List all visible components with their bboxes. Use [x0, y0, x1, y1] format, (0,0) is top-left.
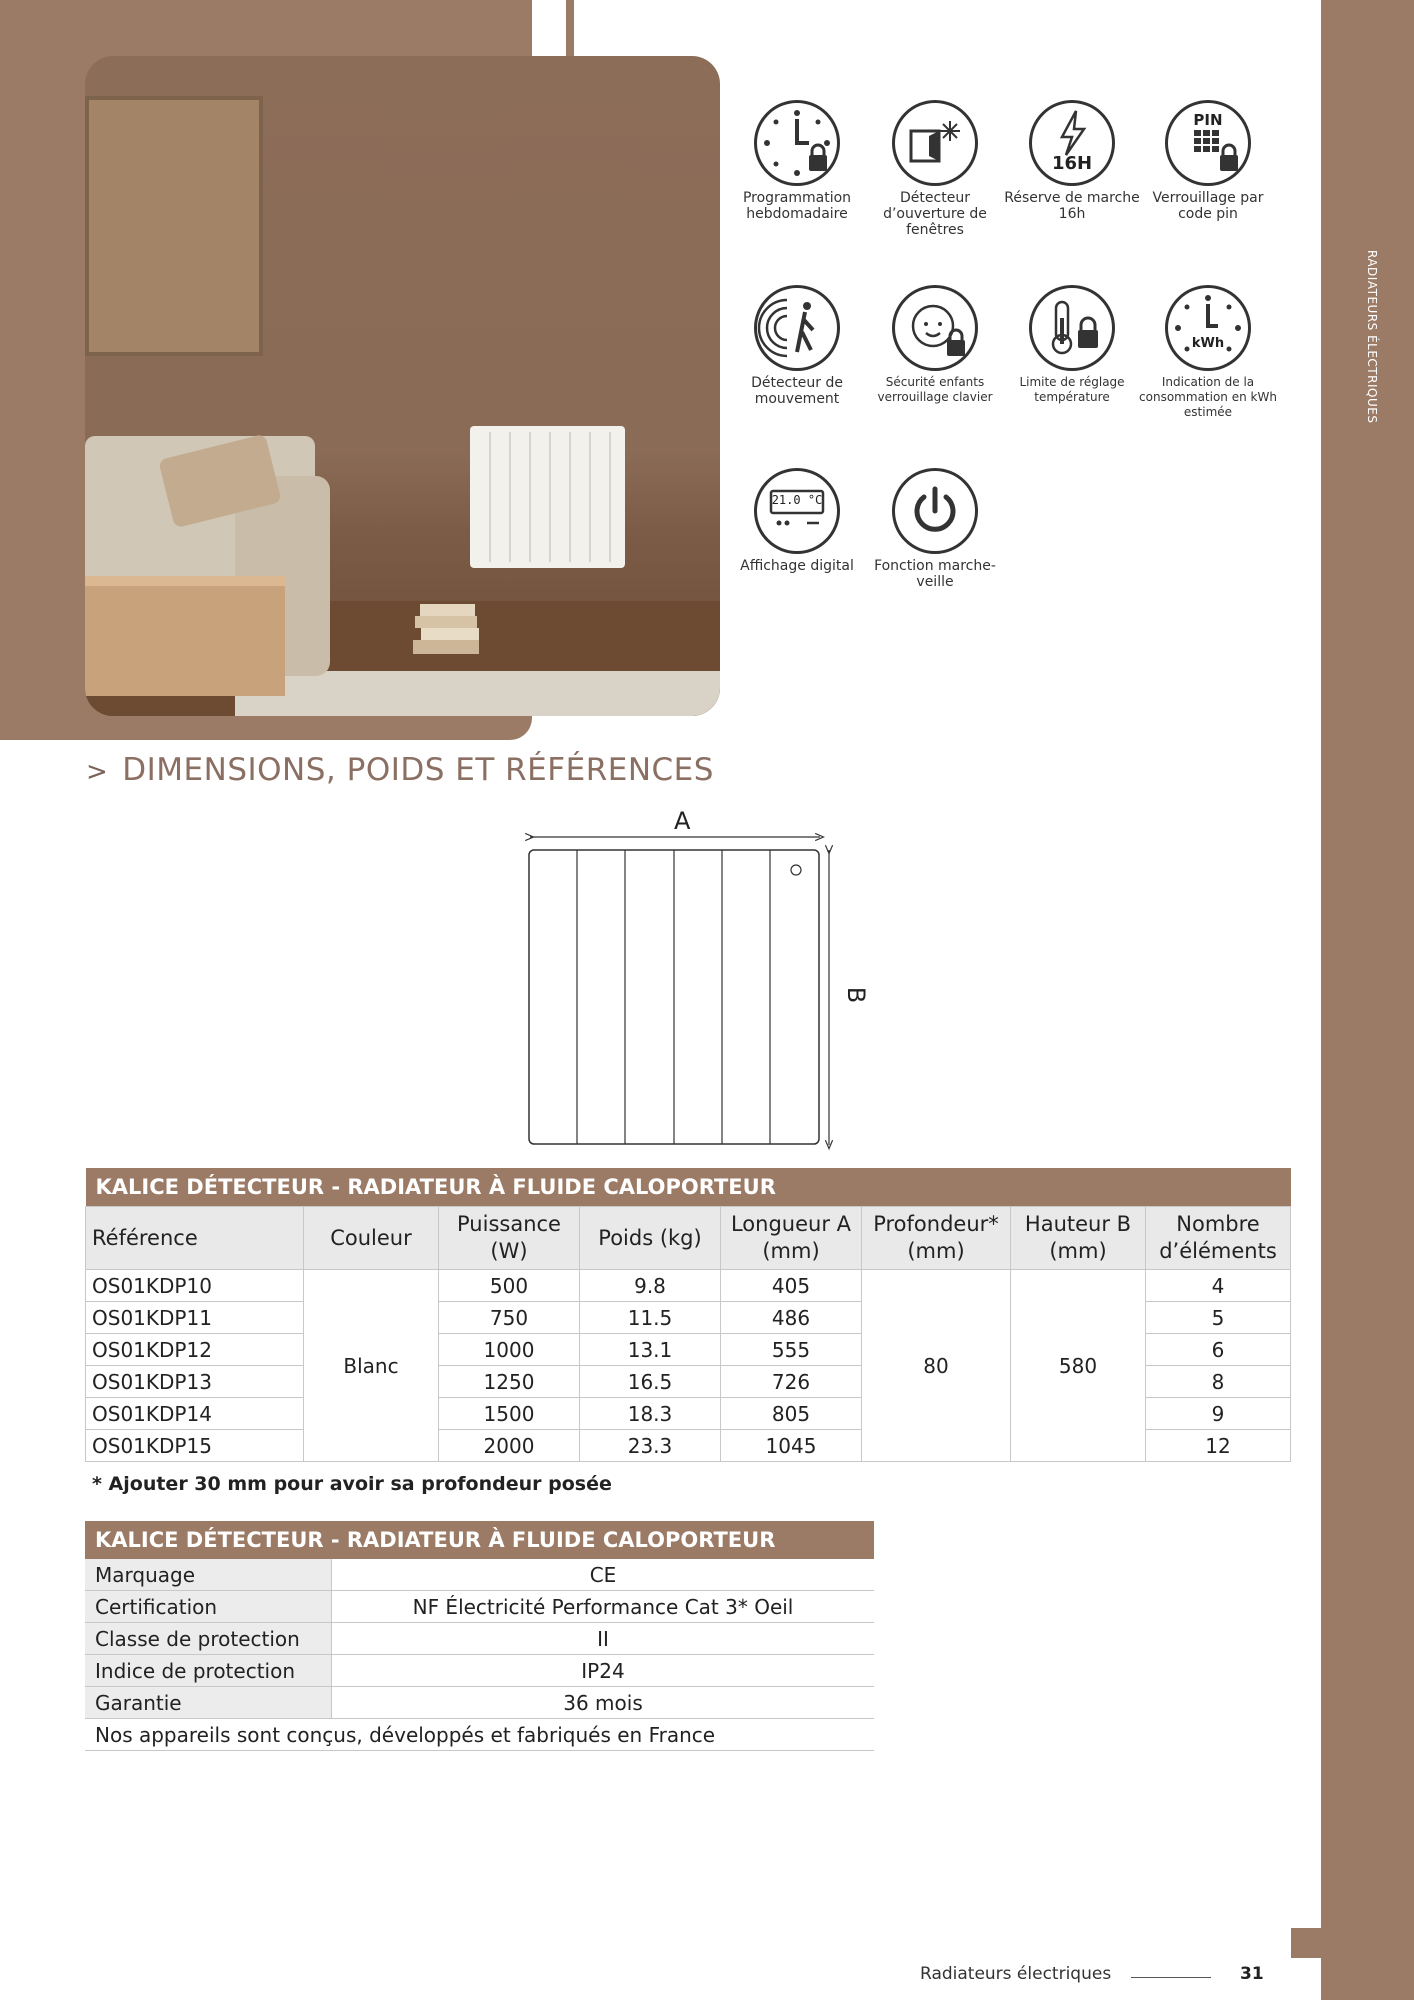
row-value: II — [332, 1623, 875, 1655]
cell-puissance: 1000 — [439, 1334, 580, 1366]
cell-elements: 4 — [1146, 1270, 1291, 1302]
cell-poids: 16.5 — [580, 1366, 721, 1398]
cell-poids: 9.8 — [580, 1270, 721, 1302]
row-value: CE — [332, 1559, 875, 1591]
column-header: Nombre d’éléments — [1146, 1207, 1291, 1270]
cell-longueur: 726 — [721, 1366, 862, 1398]
cell-reference: OS01KDP10 — [86, 1270, 304, 1302]
dimension-label-b: B — [842, 986, 871, 1004]
chevron-right-icon: > — [86, 757, 109, 787]
power-icon — [892, 468, 978, 554]
cell-poids: 18.3 — [580, 1398, 721, 1430]
info-table — [85, 1521, 874, 1751]
feature-kwh-indication — [1138, 285, 1278, 420]
table-title: KALICE DÉTECTEUR - RADIATEUR À FLUIDE CALOPORTEUR — [86, 1168, 1291, 1207]
cell-longueur: 405 — [721, 1270, 862, 1302]
feature-label: Détecteur de mouvement — [751, 375, 843, 407]
feature-label: Programmation hebdomadaire — [742, 190, 852, 222]
section-heading — [86, 752, 714, 788]
table-row — [86, 1270, 1291, 1302]
column-header: Couleur — [304, 1207, 439, 1270]
column-header: Poids (kg) — [580, 1207, 721, 1270]
cell-puissance: 750 — [439, 1302, 580, 1334]
cell-reference: OS01KDP15 — [86, 1430, 304, 1462]
icon-text: 21.0 °C — [771, 493, 823, 507]
footer-divider — [1131, 1977, 1211, 1978]
table-title-row — [85, 1521, 874, 1559]
made-in-france-note: Nos appareils sont conçus, développés et fabriqués en France — [85, 1719, 874, 1751]
feature-digital-display — [727, 468, 867, 574]
feature-label: Sécurité enfants verrouillage clavier — [877, 375, 993, 404]
table-row — [85, 1687, 874, 1719]
footer-section-name: Radiateurs électriques — [920, 1964, 1112, 1984]
feature-label: Affichage digital — [740, 558, 854, 574]
cell-poids: 13.1 — [580, 1334, 721, 1366]
table-row — [85, 1559, 874, 1591]
icon-text: kWh — [1191, 336, 1225, 351]
feature-window-detector — [865, 100, 1005, 238]
cell-poids: 23.3 — [580, 1430, 721, 1462]
cell-elements: 9 — [1146, 1398, 1291, 1430]
cell-couleur: Blanc — [304, 1270, 439, 1462]
cell-reference: OS01KDP12 — [86, 1334, 304, 1366]
feature-16h-reserve — [1002, 100, 1142, 222]
table-row — [85, 1719, 874, 1751]
column-header: Longueur A (mm) — [721, 1207, 862, 1270]
cell-reference: OS01KDP11 — [86, 1302, 304, 1334]
table-row — [85, 1623, 874, 1655]
row-value: IP24 — [332, 1655, 875, 1687]
feature-temperature-limit — [1002, 285, 1142, 405]
cell-puissance: 500 — [439, 1270, 580, 1302]
side-label-text: RADIATEURS ÉLECTRIQUES — [1365, 250, 1379, 424]
icon-text: 16H — [1051, 153, 1093, 174]
cell-longueur: 805 — [721, 1398, 862, 1430]
clock-lock-icon — [754, 100, 840, 186]
feature-standby — [865, 468, 1005, 590]
pin-keypad-lock-icon — [1165, 100, 1251, 186]
row-label: Marquage — [85, 1559, 332, 1591]
feature-weekly-programming — [727, 100, 867, 222]
section-title: DIMENSIONS, POIDS ET RÉFÉRENCES — [122, 752, 714, 788]
cell-longueur: 486 — [721, 1302, 862, 1334]
radiator-dimension-diagram — [520, 805, 870, 1150]
feature-label: Limite de réglage température — [1019, 375, 1125, 404]
table-title-row — [86, 1168, 1291, 1207]
kwh-meter-icon — [1165, 285, 1251, 371]
feature-label: Détecteur d’ouverture de fenêtres — [883, 190, 987, 238]
cell-elements: 8 — [1146, 1366, 1291, 1398]
table-header-row — [86, 1207, 1291, 1270]
column-header: Référence — [86, 1207, 304, 1270]
row-label: Indice de protection — [85, 1655, 332, 1687]
window-snow-icon — [892, 100, 978, 186]
motion-sensor-icon — [754, 285, 840, 371]
cell-hauteur: 580 — [1011, 1270, 1146, 1462]
cell-reference: OS01KDP14 — [86, 1398, 304, 1430]
column-header: Hauteur B (mm) — [1011, 1207, 1146, 1270]
icon-text: PIN — [1193, 111, 1223, 129]
cell-elements: 12 — [1146, 1430, 1291, 1462]
radiator-drawing — [520, 805, 870, 1150]
row-label: Garantie — [85, 1687, 332, 1719]
dimension-label-a: A — [674, 807, 691, 835]
cell-puissance: 1500 — [439, 1398, 580, 1430]
cell-profondeur: 80 — [862, 1270, 1011, 1462]
row-value: NF Électricité Performance Cat 3* Oeil — [332, 1591, 875, 1623]
digital-display-icon — [754, 468, 840, 554]
cell-longueur: 1045 — [721, 1430, 862, 1462]
row-label: Classe de protection — [85, 1623, 332, 1655]
baby-lock-icon — [892, 285, 978, 371]
table-row — [85, 1655, 874, 1687]
table-row — [85, 1591, 874, 1623]
feature-label: Verrouillage par code pin — [1152, 190, 1264, 222]
cell-elements: 6 — [1146, 1334, 1291, 1366]
cell-elements: 5 — [1146, 1302, 1291, 1334]
cell-puissance: 2000 — [439, 1430, 580, 1462]
side-section-label — [1339, 250, 1399, 424]
living-room-photo — [85, 56, 720, 716]
side-tab — [1291, 1928, 1323, 1958]
cell-longueur: 555 — [721, 1334, 862, 1366]
row-label: Certification — [85, 1591, 332, 1623]
table-footnote: * Ajouter 30 mm pour avoir sa profondeur posée — [92, 1473, 612, 1495]
spec-table — [85, 1168, 1291, 1462]
feature-motion-detector — [727, 285, 867, 407]
feature-pin-lock — [1138, 100, 1278, 222]
column-header: Puissance (W) — [439, 1207, 580, 1270]
feature-child-lock — [865, 285, 1005, 405]
cell-puissance: 1250 — [439, 1366, 580, 1398]
feature-label: Indication de la consommation en kWh estimée — [1139, 375, 1277, 419]
hero-strip — [566, 0, 574, 56]
thermometer-lock-icon — [1029, 285, 1115, 371]
cell-poids: 11.5 — [580, 1302, 721, 1334]
row-value: 36 mois — [332, 1687, 875, 1719]
cell-reference: OS01KDP13 — [86, 1366, 304, 1398]
feature-label: Réserve de marche 16h — [1004, 190, 1140, 222]
feature-label: Fonction marche-veille — [874, 558, 996, 590]
lightning-16h-icon — [1029, 100, 1115, 186]
table-title: KALICE DÉTECTEUR - RADIATEUR À FLUIDE CALOPORTEUR — [85, 1521, 874, 1559]
page-number: 31 — [1240, 1964, 1264, 1984]
column-header: Profondeur* (mm) — [862, 1207, 1011, 1270]
